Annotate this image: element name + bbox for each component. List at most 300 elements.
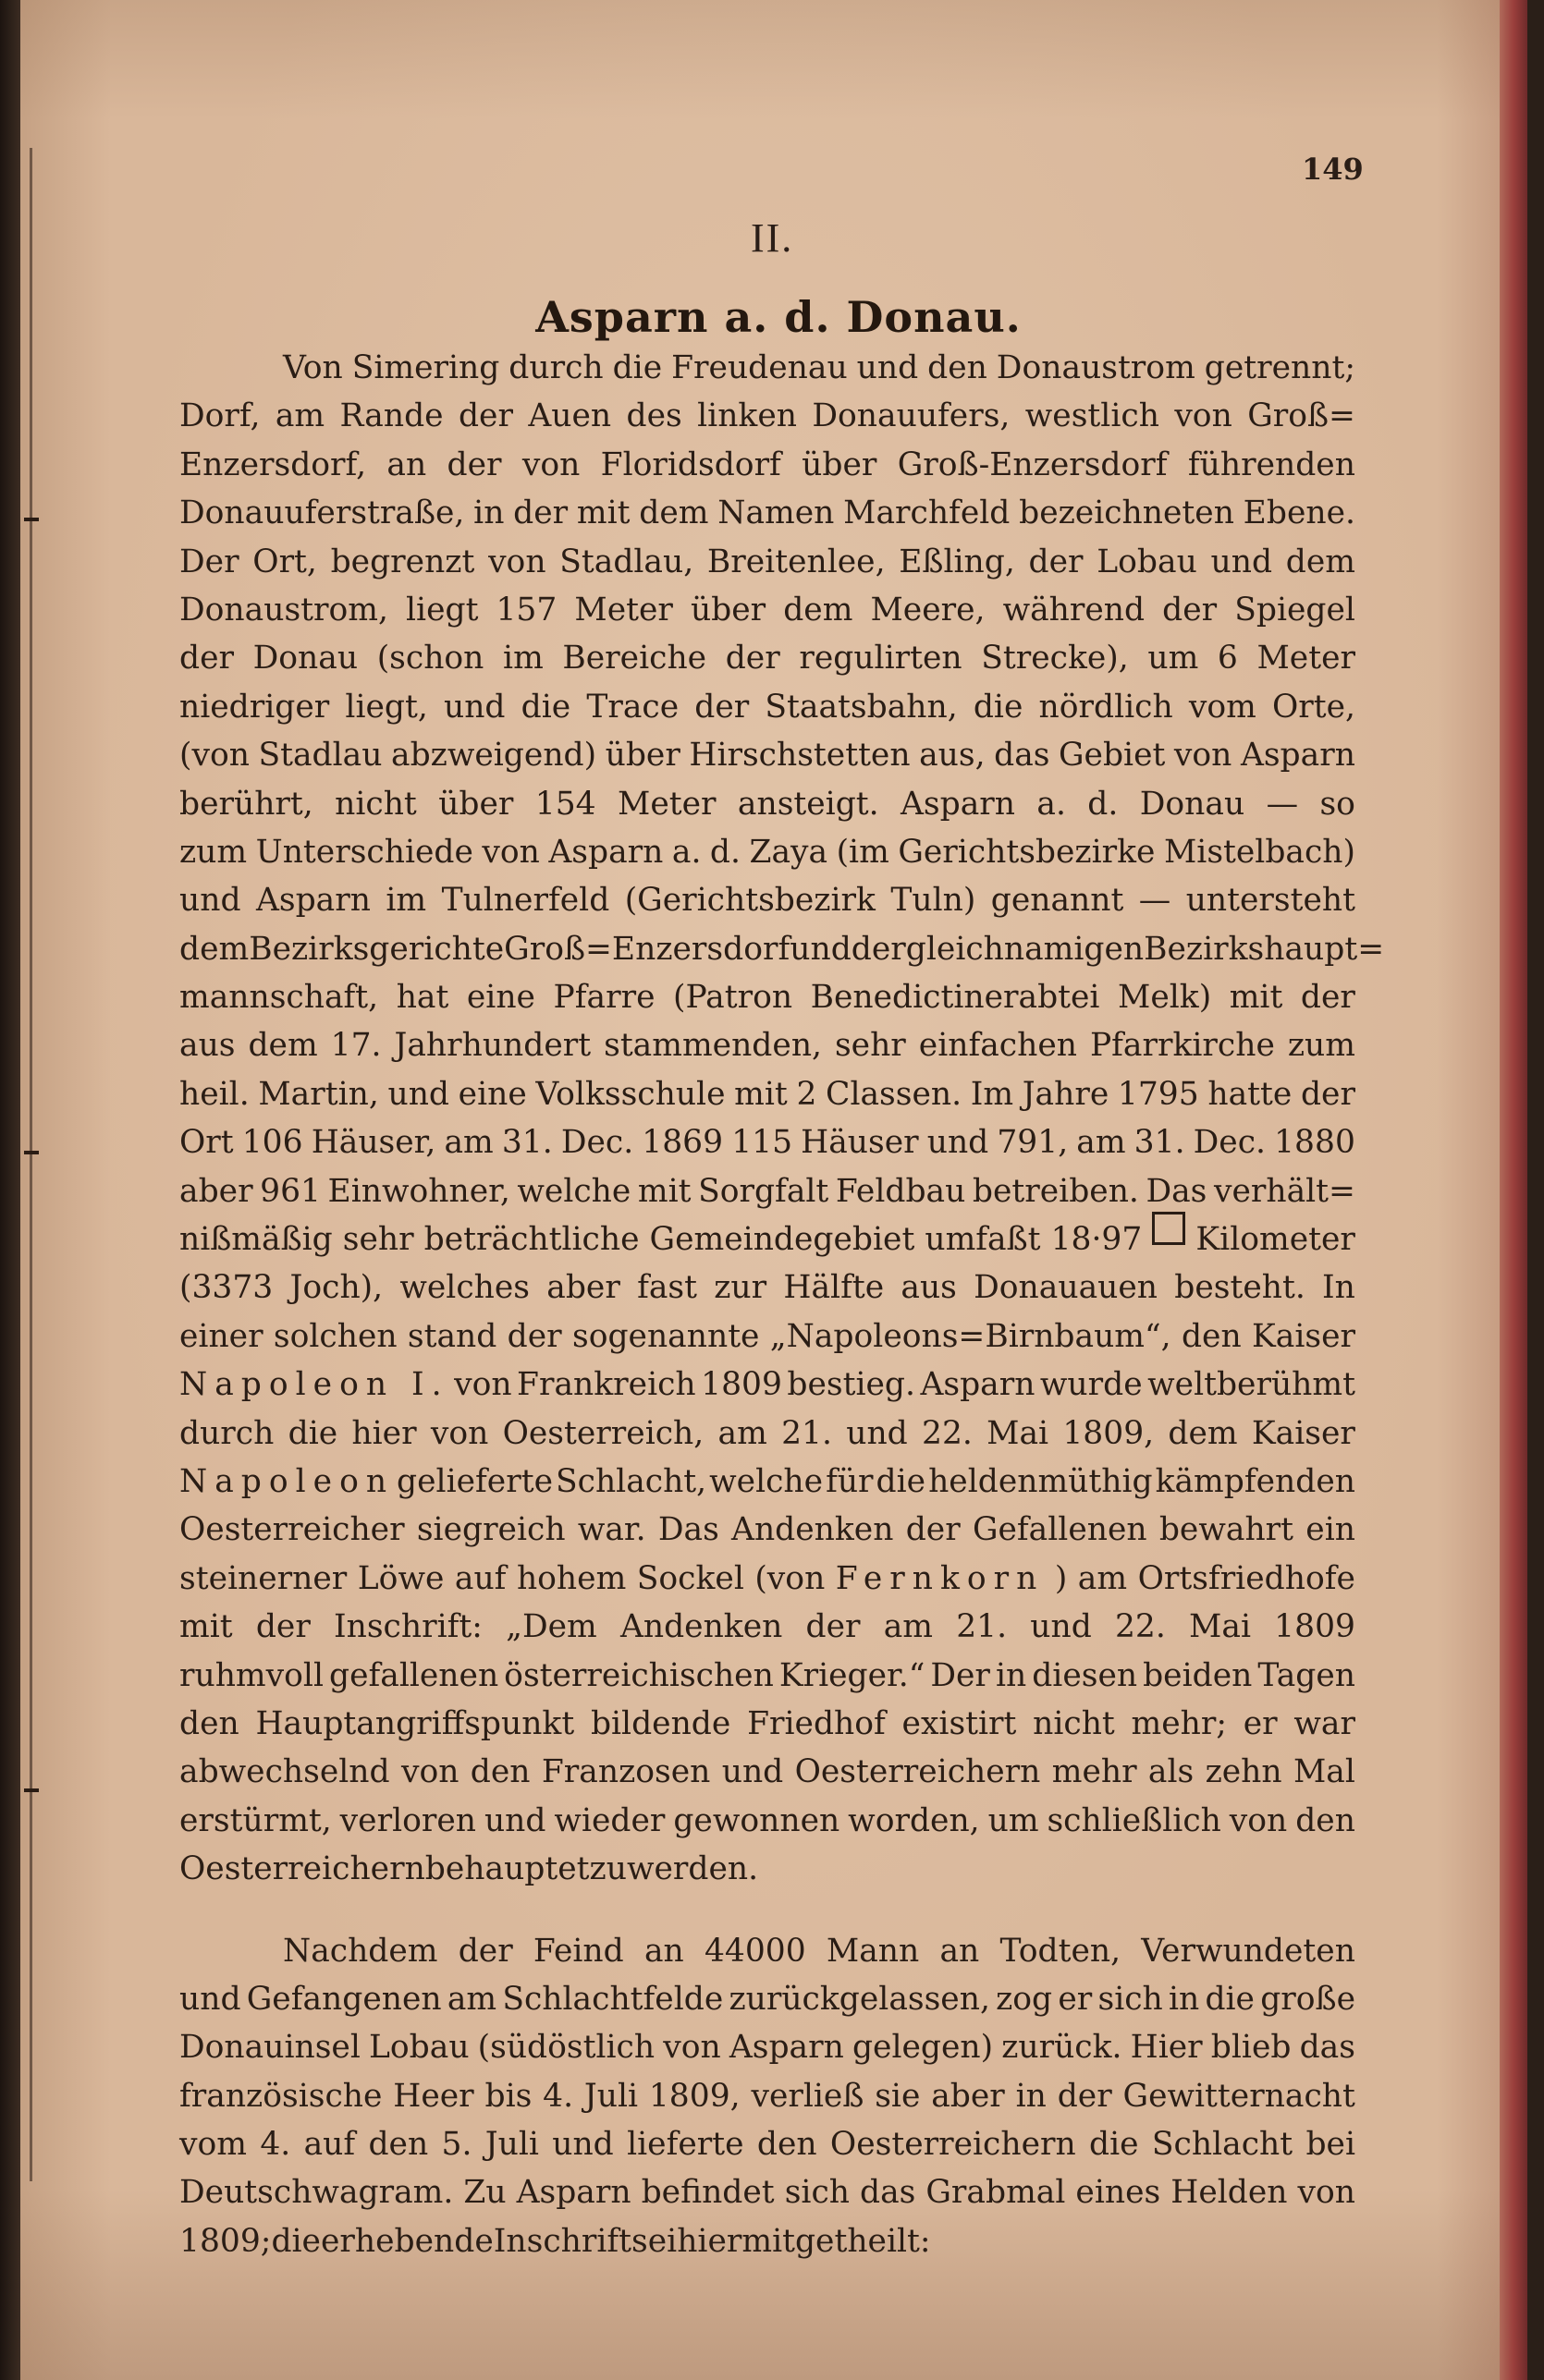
paragraph-1 bbox=[179, 344, 1385, 1894]
word: Inschrift: bbox=[334, 1608, 483, 1646]
word: und bbox=[790, 930, 852, 968]
word: genannt bbox=[990, 882, 1124, 920]
word: war. bbox=[577, 1511, 646, 1549]
word: zurück. bbox=[1001, 2029, 1122, 2067]
margin-mark bbox=[24, 1788, 39, 1792]
word: Todten, bbox=[999, 1932, 1121, 1970]
word: Bezirkshaupt= bbox=[1144, 930, 1385, 968]
word: Strecke), bbox=[981, 640, 1129, 677]
word: aus bbox=[179, 1027, 236, 1065]
text-line bbox=[179, 828, 1355, 876]
word: befindet bbox=[641, 2174, 775, 2212]
red-binding-edge bbox=[1500, 0, 1527, 2380]
word: Schlacht bbox=[1151, 2126, 1293, 2164]
word: Zu bbox=[463, 2174, 507, 2212]
word: zur bbox=[714, 1269, 767, 1307]
word: der bbox=[725, 640, 780, 677]
word: in bbox=[1015, 2077, 1047, 2115]
word: aber bbox=[931, 2077, 1005, 2115]
square-symbol bbox=[1152, 1212, 1185, 1245]
word: über bbox=[438, 785, 514, 823]
word: in bbox=[995, 1656, 1027, 1694]
word: Ortsfriedhofe bbox=[1137, 1559, 1355, 1597]
word: Mistelbach) bbox=[1163, 833, 1355, 871]
word: Von bbox=[283, 349, 343, 386]
word: betreiben. bbox=[972, 1172, 1139, 1210]
word: ein bbox=[1305, 1511, 1355, 1549]
word: Gemeindegebiet bbox=[649, 1221, 915, 1259]
word: der bbox=[255, 1608, 311, 1646]
word: den bbox=[470, 1753, 531, 1791]
word: über bbox=[605, 737, 680, 775]
word: das bbox=[860, 2174, 916, 2212]
word: bestieg. bbox=[787, 1366, 915, 1404]
word: Tuln) bbox=[890, 882, 976, 920]
word: Einwohner, bbox=[327, 1172, 510, 1210]
word: Melk) bbox=[1118, 979, 1212, 1017]
word: Martin, bbox=[258, 1075, 379, 1113]
word: Classen. bbox=[826, 1075, 962, 1113]
word: von bbox=[482, 833, 540, 871]
word: 17. bbox=[330, 1027, 382, 1065]
word: Mai bbox=[1189, 1608, 1251, 1646]
word: Asparn bbox=[729, 2029, 844, 2067]
word: mit bbox=[179, 1608, 233, 1646]
text-line bbox=[179, 634, 1355, 682]
word: sehr bbox=[834, 1027, 906, 1065]
word: Mai bbox=[986, 1414, 1049, 1452]
word: Donauauen bbox=[974, 1269, 1158, 1307]
word: der bbox=[851, 930, 906, 968]
word: durch bbox=[179, 1414, 275, 1452]
text-line bbox=[179, 1927, 1355, 1975]
word: zog bbox=[996, 1980, 1053, 2018]
word: 115 bbox=[731, 1124, 793, 1162]
paragraph-gap bbox=[179, 1894, 1355, 1927]
word: (von bbox=[179, 737, 250, 775]
word: linken bbox=[697, 397, 797, 435]
word: auf bbox=[303, 2126, 356, 2164]
page-title: Asparn a. d. Donau. bbox=[535, 292, 1022, 342]
text-line bbox=[179, 344, 1355, 392]
word: an bbox=[643, 1932, 684, 1970]
word: Pfarre bbox=[553, 979, 656, 1017]
word: am bbox=[1076, 1124, 1126, 1162]
word: der bbox=[513, 494, 569, 532]
word: hohem bbox=[516, 1559, 627, 1597]
word: stammenden, bbox=[604, 1027, 822, 1065]
word: dem bbox=[639, 494, 709, 532]
word: Häuser, bbox=[311, 1124, 436, 1162]
body-text bbox=[179, 344, 1385, 2265]
word: der bbox=[447, 445, 502, 483]
word: siegreich bbox=[416, 1511, 566, 1549]
word: der bbox=[1300, 979, 1355, 1017]
word: bei bbox=[1305, 2126, 1355, 2164]
word: österreichischen bbox=[504, 1656, 774, 1694]
word: mit bbox=[637, 1172, 692, 1210]
text-line bbox=[179, 1263, 1355, 1312]
word: gleichnamigen bbox=[905, 930, 1145, 968]
word: und bbox=[1030, 1608, 1092, 1646]
word: Freudenau bbox=[671, 349, 848, 386]
word: nicht bbox=[335, 785, 417, 823]
word: einer bbox=[179, 1317, 263, 1355]
word: Lobau bbox=[368, 2029, 470, 2067]
word: Schlacht, bbox=[555, 1462, 707, 1500]
word: Namen bbox=[717, 494, 835, 532]
word: nicht bbox=[1033, 1704, 1115, 1742]
word: und bbox=[721, 1753, 784, 1791]
word: beträchtliche bbox=[423, 1221, 640, 1259]
word: Tagen bbox=[1257, 1656, 1355, 1694]
word: Enzersdorf, bbox=[179, 445, 367, 483]
word: steinerner bbox=[179, 1559, 348, 1597]
text-line bbox=[179, 538, 1355, 586]
text-line bbox=[179, 586, 1355, 634]
word: und bbox=[1210, 543, 1273, 580]
word: vom bbox=[179, 2126, 247, 2164]
text-line bbox=[179, 1312, 1355, 1361]
word: Stadlau bbox=[258, 737, 383, 775]
word: Donau bbox=[252, 640, 359, 677]
word: stand bbox=[407, 1317, 497, 1355]
word: heldenmüthig bbox=[928, 1462, 1153, 1500]
word: während bbox=[1002, 591, 1146, 629]
word: von bbox=[1173, 737, 1232, 775]
word: der bbox=[1162, 591, 1218, 629]
word: bildende bbox=[590, 1704, 731, 1742]
text-line bbox=[179, 1118, 1355, 1166]
word: Löwe bbox=[357, 1559, 445, 1597]
word: Donaustrom bbox=[996, 349, 1195, 386]
word: Staatsbahn, bbox=[765, 688, 958, 726]
word: in bbox=[473, 494, 505, 532]
word: Verwundeten bbox=[1141, 1932, 1355, 1970]
word: Grabmal bbox=[925, 2174, 1066, 2212]
word: Sorgfalt bbox=[698, 1172, 829, 1210]
word: der bbox=[1057, 2077, 1112, 2115]
word: Asparn bbox=[1240, 737, 1355, 775]
word: den bbox=[927, 349, 987, 386]
word: Dec. bbox=[1193, 1124, 1267, 1162]
word: Jahrhundert bbox=[394, 1027, 592, 1065]
word: große bbox=[1260, 1980, 1355, 2018]
word: Pfarrkirche bbox=[1089, 1027, 1275, 1065]
word: Trace bbox=[586, 688, 680, 726]
word: so bbox=[1319, 785, 1355, 823]
word: und bbox=[484, 1801, 546, 1839]
word: des bbox=[626, 397, 682, 435]
word: 21. bbox=[781, 1414, 832, 1452]
word: Dorf, bbox=[179, 397, 261, 435]
word: erhebende bbox=[320, 2222, 494, 2260]
word: Auen bbox=[528, 397, 612, 435]
word: gefallenen bbox=[328, 1656, 499, 1694]
word: am bbox=[447, 1980, 497, 2018]
word: Meter bbox=[1256, 640, 1355, 677]
text-line bbox=[179, 2217, 1355, 2265]
word: Oesterreich, bbox=[502, 1414, 705, 1452]
word: Floridsdorf bbox=[600, 445, 781, 483]
word: von bbox=[454, 1366, 512, 1404]
word: von bbox=[1297, 2174, 1355, 2212]
word: Mal bbox=[1293, 1753, 1355, 1791]
word: und bbox=[179, 882, 241, 920]
word: 5. bbox=[441, 2126, 472, 2164]
word: den bbox=[179, 1704, 239, 1742]
text-line bbox=[179, 1506, 1355, 1554]
text-line bbox=[179, 2023, 1355, 2071]
word: der bbox=[458, 1932, 513, 1970]
text-line bbox=[179, 1603, 1355, 1651]
word: heil. bbox=[179, 1075, 250, 1113]
word: — bbox=[1138, 882, 1171, 920]
text-line bbox=[179, 1070, 1355, 1118]
word: und bbox=[387, 1075, 449, 1113]
word: 31. bbox=[501, 1124, 553, 1162]
word: Frankreich bbox=[517, 1366, 696, 1404]
word: auf bbox=[454, 1559, 507, 1597]
word: vom bbox=[1188, 688, 1256, 726]
word: Bereiche bbox=[562, 640, 707, 677]
word: hatte bbox=[1207, 1075, 1293, 1113]
word: Benedictinerabtei bbox=[810, 979, 1100, 1017]
word: begrenzt bbox=[330, 543, 475, 580]
word: der bbox=[905, 1511, 961, 1549]
word: über bbox=[690, 591, 766, 629]
word: Hauptangriffspunkt bbox=[255, 1704, 575, 1742]
word: und bbox=[856, 349, 919, 386]
text-line bbox=[179, 1410, 1355, 1458]
word: 1809 bbox=[701, 1366, 782, 1404]
word: den bbox=[368, 2126, 429, 2164]
page-fold-line bbox=[30, 148, 32, 2181]
margin-mark bbox=[24, 1151, 39, 1154]
word: Juli bbox=[583, 2077, 639, 2115]
word: — bbox=[1266, 785, 1299, 823]
word: Asparn bbox=[516, 2174, 631, 2212]
word: verloren bbox=[339, 1801, 477, 1839]
word: Donaustrom, bbox=[179, 591, 388, 629]
word: durch bbox=[509, 349, 604, 386]
text-line bbox=[179, 2120, 1355, 2168]
word: aber bbox=[546, 1269, 620, 1307]
word: Volksschule bbox=[535, 1075, 726, 1113]
word: regulirten bbox=[799, 640, 962, 677]
word: mit bbox=[1229, 979, 1283, 1017]
word: von bbox=[1229, 1801, 1288, 1839]
book-page bbox=[20, 0, 1527, 2380]
word: 1809 bbox=[1274, 1608, 1355, 1646]
word: am bbox=[717, 1414, 767, 1452]
text-line bbox=[179, 441, 1355, 489]
word: um bbox=[1147, 640, 1199, 677]
word: weltberühmt bbox=[1147, 1366, 1355, 1404]
word: 157 bbox=[496, 591, 558, 629]
word: Simering bbox=[351, 349, 500, 386]
word: zehn bbox=[1205, 1753, 1282, 1791]
word: diesen bbox=[1032, 1656, 1138, 1694]
word: Donauuferstraße, bbox=[179, 494, 465, 532]
word: dem bbox=[1285, 543, 1355, 580]
word: Asparn bbox=[255, 882, 371, 920]
word: a. bbox=[671, 833, 702, 871]
word: abwechselnd bbox=[179, 1753, 390, 1791]
word: das bbox=[994, 737, 1050, 775]
word: hier bbox=[677, 2222, 742, 2260]
word: sie bbox=[875, 2077, 921, 2115]
word: er bbox=[1058, 1980, 1093, 2018]
word: umfaßt bbox=[925, 1221, 1041, 1259]
word: (von bbox=[754, 1559, 826, 1597]
word: ansteigt. bbox=[737, 785, 879, 823]
word: kämpfenden bbox=[1155, 1462, 1355, 1500]
word: der bbox=[805, 1608, 861, 1646]
word: Bezirksgerichte bbox=[249, 930, 505, 968]
text-line bbox=[179, 1555, 1355, 1603]
word: an bbox=[386, 445, 427, 483]
word: sehr bbox=[342, 1221, 414, 1259]
text-line bbox=[179, 731, 1355, 779]
margin-mark bbox=[24, 518, 39, 521]
word: Joch), bbox=[289, 1269, 384, 1307]
word: die bbox=[271, 2222, 321, 2260]
word: zu bbox=[589, 1850, 627, 1888]
word: In bbox=[1322, 1269, 1355, 1307]
word: Das bbox=[657, 1511, 719, 1549]
word: wieder bbox=[554, 1801, 666, 1839]
word: 18·97 bbox=[1050, 1221, 1143, 1259]
word: blieb bbox=[1210, 2029, 1292, 2067]
book-left-edge bbox=[0, 0, 20, 2380]
text-line bbox=[179, 1700, 1355, 1748]
word: von bbox=[1174, 397, 1232, 435]
word: aber bbox=[179, 1172, 253, 1210]
word: der bbox=[458, 397, 513, 435]
word: 791, bbox=[997, 1124, 1069, 1162]
word: erstürmt, bbox=[179, 1801, 332, 1839]
word: Gefallenen bbox=[972, 1511, 1147, 1549]
spaced-word: Napoleon bbox=[179, 1462, 395, 1500]
word: Mann bbox=[826, 1932, 920, 1970]
text-line bbox=[179, 489, 1355, 537]
word: berührt, bbox=[179, 785, 313, 823]
word: 961 bbox=[260, 1172, 321, 1210]
word: Franzosen bbox=[541, 1753, 711, 1791]
word: Kaiser bbox=[1251, 1317, 1355, 1355]
word: und bbox=[846, 1414, 908, 1452]
word: die bbox=[1205, 1980, 1255, 2018]
word: eines bbox=[1075, 2174, 1161, 2212]
text-line bbox=[179, 1845, 1355, 1893]
word: französische bbox=[179, 2077, 383, 2115]
word: der bbox=[179, 640, 234, 677]
paragraph-2 bbox=[179, 1927, 1355, 2266]
word: Oesterreichern bbox=[829, 2126, 1076, 2164]
word: mannschaft, bbox=[179, 979, 379, 1017]
word: eine bbox=[466, 979, 535, 1017]
word: 2 bbox=[796, 1075, 817, 1113]
word: 22. bbox=[922, 1414, 973, 1452]
word: er bbox=[1243, 1704, 1278, 1742]
word: nißmäßig bbox=[179, 1221, 333, 1259]
chapter-number: II. bbox=[751, 215, 794, 261]
word: und bbox=[926, 1124, 989, 1162]
word: den bbox=[756, 2126, 817, 2164]
word: Im bbox=[970, 1075, 1014, 1113]
text-line bbox=[179, 392, 1355, 440]
word: führenden bbox=[1187, 445, 1355, 483]
text-line bbox=[179, 2168, 1355, 2216]
word: (3373 bbox=[179, 1269, 274, 1307]
word: Ort bbox=[179, 1124, 234, 1162]
word: Hirschstetten bbox=[689, 737, 911, 775]
word: Eßling, bbox=[899, 543, 1015, 580]
word: 1880 bbox=[1274, 1124, 1355, 1162]
word: werden. bbox=[626, 1850, 759, 1888]
word: zurückgelassen, bbox=[729, 1980, 990, 2018]
word: Schlachtfelde bbox=[502, 1980, 724, 2018]
word: und bbox=[443, 688, 506, 726]
word: im bbox=[503, 640, 544, 677]
word: an bbox=[939, 1932, 980, 1970]
word: wurde bbox=[1039, 1366, 1143, 1404]
word: am bbox=[275, 397, 325, 435]
word: Juli bbox=[484, 2126, 539, 2164]
word: Nachdem bbox=[283, 1932, 438, 1970]
word: Das bbox=[1146, 1172, 1207, 1210]
word: fast bbox=[637, 1269, 697, 1307]
word: dem bbox=[1168, 1414, 1238, 1452]
word: Dec. bbox=[560, 1124, 634, 1162]
word: Meter bbox=[618, 785, 717, 823]
word: Andenken bbox=[731, 1511, 894, 1549]
word: Gebiet bbox=[1059, 737, 1166, 775]
word: die bbox=[973, 688, 1023, 726]
word: Sockel bbox=[636, 1559, 744, 1597]
word: 4. bbox=[260, 2126, 291, 2164]
word: Kaiser bbox=[1251, 1414, 1355, 1452]
word: Groß-Enzersdorf bbox=[897, 445, 1168, 483]
word: besteht. bbox=[1174, 1269, 1305, 1307]
word: Jahre bbox=[1022, 1075, 1109, 1113]
word: behauptet bbox=[424, 1850, 590, 1888]
word: westlich bbox=[1024, 397, 1159, 435]
word: mit bbox=[734, 1075, 788, 1113]
word: Spiegel bbox=[1234, 591, 1355, 629]
word: dem bbox=[783, 591, 853, 629]
spaced-word: Fernkorn bbox=[835, 1559, 1045, 1597]
word: welche bbox=[517, 1172, 631, 1210]
text-line bbox=[179, 683, 1355, 731]
word: zum bbox=[179, 833, 248, 871]
word: welche bbox=[709, 1462, 824, 1500]
word: Ort, bbox=[252, 543, 317, 580]
word: abzweigend) bbox=[391, 737, 597, 775]
word: die bbox=[288, 1414, 338, 1452]
word: 1795 bbox=[1117, 1075, 1199, 1113]
word: Gerichtsbezirke bbox=[898, 833, 1156, 871]
word: aus, bbox=[919, 737, 986, 775]
word: den bbox=[1181, 1317, 1242, 1355]
word: 1809, bbox=[648, 2077, 741, 2115]
word: 1809; bbox=[179, 2222, 272, 2260]
word: Hälfte bbox=[783, 1269, 885, 1307]
word: Oesterreicher bbox=[179, 1511, 405, 1549]
word: Meere, bbox=[870, 591, 986, 629]
word: dem bbox=[248, 1027, 318, 1065]
